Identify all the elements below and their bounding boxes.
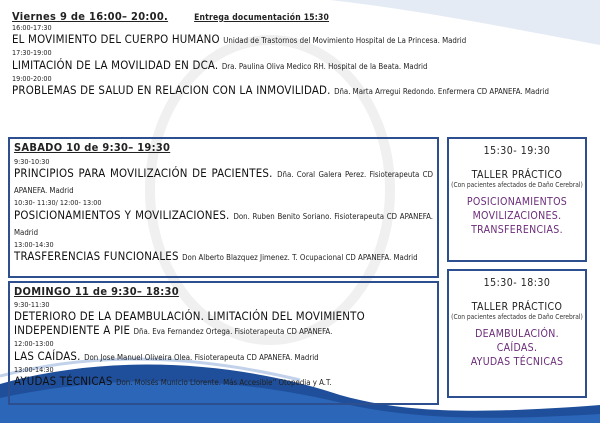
- talk-speaker: Don. Ruben Benito Soriano. Fisioterapeuta CD APANEFA. Madrid: [14, 211, 433, 237]
- talk-title: PRINCIPIOS PARA MOVILIZACIÓN DE PACIENTES.: [14, 166, 273, 181]
- talk-speaker: Don. Moisés Municio Llorente. Más Accesible'' Otopedia y A.T.: [116, 378, 332, 388]
- saturday-section: [8, 137, 439, 278]
- workshop-item: TRANSFERENCIAS.: [471, 224, 563, 236]
- talk-title: POSICIONAMIENTOS Y MOVILIZACIONES.: [14, 207, 230, 222]
- talk-speaker: Unidad de Trastornos del Movimiento Hospital de La Princesa. Madrid: [223, 36, 467, 46]
- talk-item: [14, 249, 433, 265]
- workshop-note: (Con pacientes afectados de Daño Cerebral): [451, 181, 583, 189]
- talk-item: [14, 374, 433, 390]
- talk-time: 19:00-20:00: [12, 73, 52, 83]
- friday-heading: [12, 10, 592, 23]
- workshop-title: TALLER PRÁCTICO: [471, 169, 563, 181]
- talk-time: 13:00-14:30: [14, 364, 54, 374]
- workshop-time: 15:30- 18:30: [483, 277, 551, 289]
- talk-title: EL MOVIMIENTO DEL CUERPO HUMANO: [12, 32, 220, 47]
- talk-speaker: Don Jose Manuel Oliveira Olea. Fisioterapeuta CD APANEFA. Madrid: [84, 352, 319, 362]
- talk-title: LAS CAÍDAS.: [14, 348, 81, 363]
- workshop-item: AYUDAS TÉCNICAS: [470, 356, 564, 368]
- talk-time: 13:00-14:30: [14, 239, 54, 249]
- talk-speaker: Dña. Marta Arregui Redondo. Enfermera CD APANEFA. Madrid: [334, 87, 549, 97]
- talk-title: LIMITACIÓN DE LA MOVILIDAD EN DCA.: [12, 57, 219, 72]
- talk-time: 9:30-11:30: [14, 300, 50, 309]
- workshop-box-saturday: [447, 137, 587, 262]
- delivery-note: Entrega documentación 15:30: [194, 13, 330, 23]
- workshop-items: [449, 327, 585, 369]
- talk-title: TRASFERENCIAS FUNCIONALES: [14, 249, 179, 264]
- workshop-items: [449, 195, 585, 237]
- friday-section: [8, 8, 596, 134]
- sunday-section: [8, 281, 439, 405]
- workshop-time: 15:30- 19:30: [483, 145, 551, 157]
- talk-item: [12, 58, 592, 74]
- workshop-item: MOVILIZACIONES.: [472, 210, 562, 222]
- workshop-box-sunday: [447, 269, 587, 398]
- talk-time: 12:00-13:00: [14, 339, 54, 349]
- talk-title: PROBLEMAS DE SALUD EN RELACION CON LA INMOVILIDAD.: [12, 83, 331, 98]
- workshop-title: TALLER PRÁCTICO: [471, 301, 563, 313]
- talk-title: AYUDAS TÉCNICAS: [14, 374, 113, 389]
- talk-item: [14, 166, 433, 198]
- talk-speaker: Don Alberto Blazquez Jimenez. T. Ocupacional CD APANEFA. Madrid: [182, 253, 418, 263]
- talk-item: [12, 83, 592, 99]
- talk-time: 10:30- 11:30/ 12:00- 13:00: [14, 198, 102, 208]
- sunday-heading: DOMINGO 11 de 9:30– 18:30: [14, 285, 179, 298]
- workshop-note: (Con pacientes afectados de Daño Cerebral): [451, 313, 583, 321]
- talk-speaker: Dña. Coral Galera Perez. Fisioterapeuta CD APANEFA. Madrid: [14, 170, 433, 196]
- talk-speaker: Dra. Paulina Oliva Medico RH. Hospital de la Beata. Madrid: [221, 61, 428, 71]
- saturday-heading: SABADO 10 de 9:30– 19:30: [14, 141, 171, 154]
- talk-item: [14, 349, 433, 365]
- talk-title: DETERIORO DE LA DEAMBULACIÓN. LIMITACIÓN DEL MOVIMIENTO INDEPENDIENTE A PIE: [14, 309, 365, 338]
- workshop-item: CAÍDAS.: [496, 342, 538, 354]
- talk-item: [14, 208, 433, 240]
- workshop-item: DEAMBULACIÓN.: [475, 328, 559, 340]
- talk-time: 17:30-19:00: [12, 48, 52, 58]
- talk-item: [12, 32, 592, 48]
- talk-speaker: Dña. Eva Fernandez Ortega. Fisioterapeuta CD APANEFA.: [133, 327, 333, 337]
- talk-time: 9:30-10:30: [14, 157, 50, 166]
- talk-time: 16:00-17:30: [12, 23, 52, 32]
- workshop-item: POSICIONAMIENTOS: [466, 196, 568, 208]
- friday-day-label: Viernes 9 de 16:00– 20:00.: [12, 10, 169, 23]
- talk-item: [14, 309, 433, 339]
